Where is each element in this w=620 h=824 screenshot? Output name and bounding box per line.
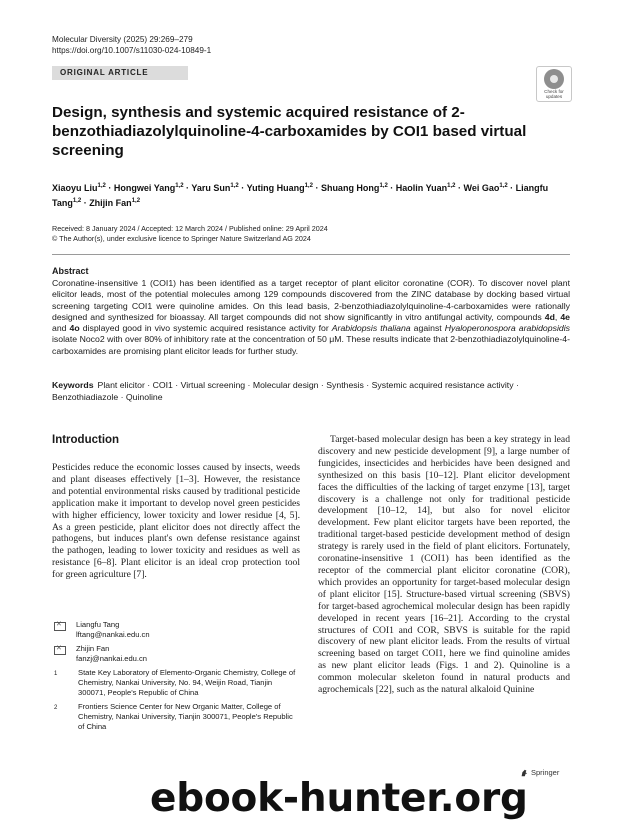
author-name[interactable]: Wei Gao [463,183,500,193]
keywords-text: Plant elicitor · COI1 · Virtual screening · Molecular design · Synthesis · Systemic acquired resistance activity · Benzothiadiazole · Quinoline [52,380,519,402]
author-affiliation-mark: 1,2 [304,183,313,189]
abstract-text: Coronatine-insensitive 1 (COI1) has been identified as a target receptor of plant elicitor coronatine (COR). To discover novel plant elicitor leads, most of the potential molecules among 129 compounds discovered from the ZINC database by docking based virtual screening targeting COI1 were quinoline amides. On this lead basis, 2-benzothiadiazolylquinoline-4-carboxamides were rationally designed and synthesized for bioassay. All target compounds did not show significantly in vitro antifungal activity, compounds 4d, 4e and 4o displayed good in vivo systemic acquired resistance activity for Arabidopsis thaliana against Hyaloperonospora arabidopsidis isolate Noco2 with over 80% of inhibitory rate at the concentration of 50 μM. These results indicate that 2-benzothiadiazolylquinoline-4-carboxamides are promising plant elicitor leads for further study. [52,278,570,356]
badge-line1: Check for [544,89,564,94]
dates-line: Received: 8 January 2024 / Accepted: 12 March 2024 / Published online: 29 April 2024 [52,224,328,233]
affiliation-text: State Key Laboratory of Elemento-Organic Chemistry, College of Chemistry, Nankai University, No. 94, Weijin Road, Tianjin 300071, People's Republic of China [78,668,296,697]
author-affiliation-mark: 1,2 [447,183,456,189]
publication-dates [52,224,328,244]
journal-info [52,34,211,56]
introduction-heading: Introduction [52,434,120,446]
article-title: Design, synthesis and systemic acquired resistance of 2-benzothiadiazolylquinoline-4-carboxamides by COI1 based virtual screening [52,104,527,159]
author-affiliation-mark: 1,2 [72,198,82,204]
article-type-label: ORIGINAL ARTICLE [52,66,188,80]
contact-name: Zhijin Fan [76,644,110,653]
keywords-label: Keywords [52,380,94,390]
author-affiliation-mark: 1,2 [97,183,106,189]
affiliation-2 [52,702,300,732]
badge-line2: updates [545,94,563,99]
author-name[interactable]: Yuting Huang [246,183,305,193]
author-affiliation-mark: 1,2 [499,183,508,189]
contact-name: Liangfu Tang [76,620,120,629]
watermark-banner [0,770,620,824]
copyright-line: © The Author(s), under exclusive licence to Springer Nature Switzerland AG 2024 [52,234,311,243]
author-affiliation-mark: 1,2 [175,183,184,189]
contact-1 [52,620,300,640]
intro-right-paragraph: Target-based molecular design has been a key strategy in lead discovery and new pesticide development [9], a large number of fungicides, insecticides and herbicides have been designed and synthesized on this basis [10–12]. Plant elicitor development faces the difficulties of the lacking of target enzyme [13], target discovery is a challenge not only for traditional pesticide development [10–12, 14], but also for novel elicitor development. Few plant elicitor targets have been reported, the traditional target-based pesticide development method of design strategy is rarely used in the field of plant elicitors. Fortunately, coronatine-insensitive 1 (COI1) has been identified as the receptor of the commercial plant elicitor coronatine (COR), which provides an opportunity for target-based molecular design of plant elicitor [15]. Structure-based virtual screening (SBVS) for target-based agrochemical molecular design has been rapidly developed in recent years [16–21]. According to the crystal structures of COI1 and COR, SBVS is suitable for the rapid discovery of new plant elicitor leads. From the results of virtual screening based on target COI1, here we find quinoline amides as new plant elicitor leads (Figs. 1 and 2). Quinoline is a common molecular skeleton found in natural products and agrochemicals [22], such as the natural alkaloid Quinine [318,434,570,696]
affiliation-text: Frontiers Science Center for New Organic Matter, College of Chemistry, Nankai University, Tianjin 300071, People's Republic of China [78,702,293,731]
divider [52,254,570,255]
author-name[interactable]: Hongwei Yang [113,183,176,193]
check-for-updates-badge[interactable] [536,66,572,102]
author-name[interactable]: Shuang Hong [320,183,380,193]
affiliation-number: 1 [54,671,58,677]
author-affiliation-mark: 1,2 [230,183,239,189]
watermark-text: ebook-hunter.org [150,776,528,821]
contact-email[interactable]: lftang@nankai.edu.cn [76,630,150,639]
keywords [52,380,570,403]
author-name[interactable]: Liangfu Tang [52,183,549,208]
contact-email[interactable]: fanzj@nankai.edu.cn [76,654,148,663]
affiliation-number: 2 [54,705,58,711]
author-name[interactable]: Haolin Yuan [395,183,448,193]
author-list: Xiaoyu Liu$^{1,2}$ · Hongwei Yang$^{1,2}$ · Yaru Sun$^{1,2}$ · Yuting Huang$^{1,2}$ · Shuang Hong$^{1,2}$ · Haolin Yuan$^{1,2}$ · Wei Gao$^{1,2}$ · Liangfu Tang$^{1,2}$ · Zhijin Fan$^{1,2}$ [52,183,549,208]
author-name[interactable]: Xiaoyu Liu [52,183,98,193]
affiliation-1 [52,668,300,698]
contact-2 [52,644,300,664]
author-name[interactable]: Zhijin Fan [89,198,132,208]
check-updates-icon [544,69,564,89]
correspondence-block [52,620,300,732]
publisher-name: Springer [531,768,560,777]
envelope-icon [54,646,66,655]
author-name[interactable]: Yaru Sun [191,183,231,193]
doi-link[interactable]: https://doi.org/10.1007/s11030-024-10849-1 [52,46,212,55]
envelope-icon [54,622,66,631]
abstract-heading: Abstract [52,266,89,276]
intro-left-paragraph: Pesticides reduce the economic losses caused by insects, weeds and plant diseases effectively [1–3]. However, the resistance and potential environmental risks caused by traditional pesticide application make it important to develop novel green pesticides with higher efficiency, lower toxicity and lower residue [4, 5]. As a green pesticide, plant elicitor does not directly affect the pathogens, but induces plant's own defense resistance against the pathogen, leading to lower toxicity and residues as well as resistance [6–8]. Plant elicitor is an ideal crop protection tool for green agriculture [7]. [52,462,300,581]
author-affiliation-mark: 1,2 [379,183,388,189]
author-affiliation-mark: 1,2 [131,198,141,204]
journal-citation: Molecular Diversity (2025) 29:269–279 [52,35,193,44]
